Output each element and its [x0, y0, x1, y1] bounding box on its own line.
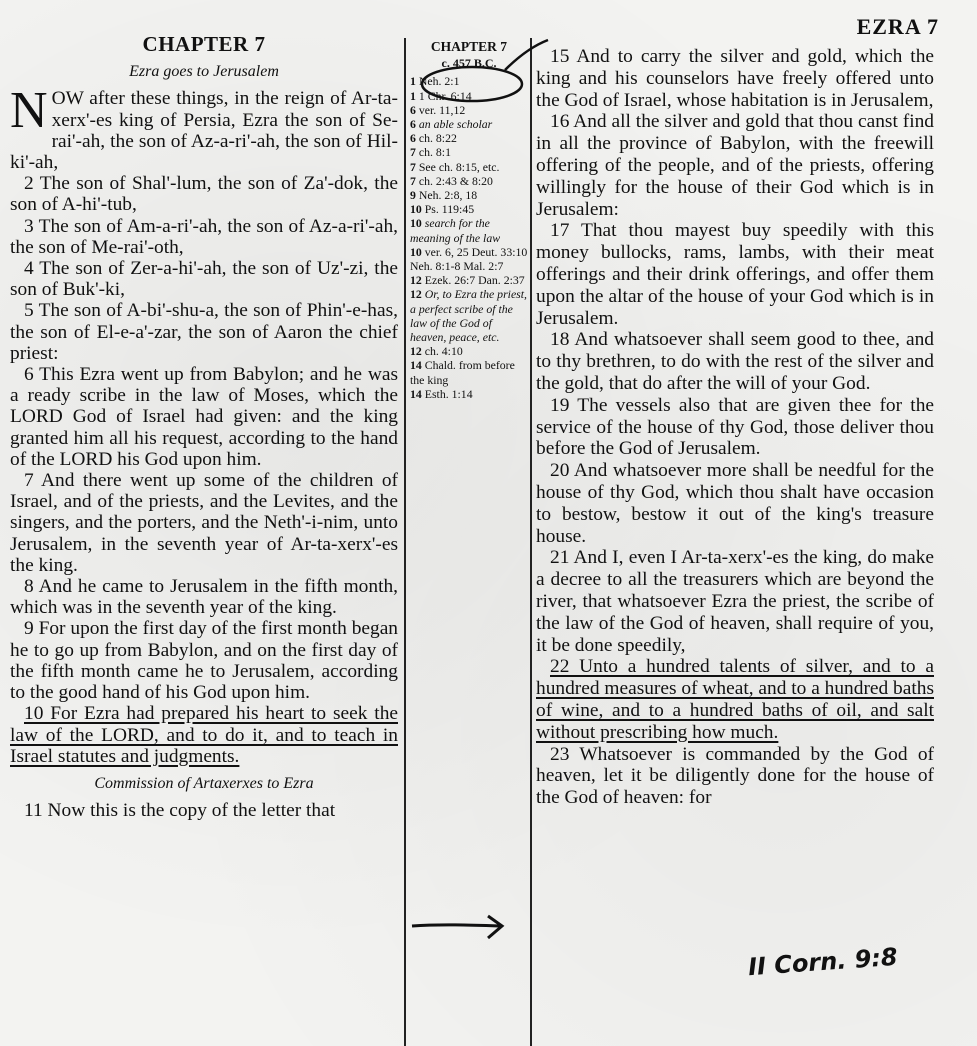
reference-text: an able scholar	[418, 117, 493, 132]
reference-text: ch. 8:22	[418, 131, 457, 146]
reference-entry	[410, 174, 528, 188]
verse-4: 4 The son of Zer-a-hi'-ah, the son of Uz'-zi, the son of Buk'-ki,	[10, 258, 398, 301]
reference-text: 1 Chr. 6:14	[418, 88, 472, 103]
verse-7: 7 And there went up some of the children of Israel, and of the priests, and the Levites, and the singers, and the porters, and the Neth'-i-nim, unto Jerusalem, in the seventh year of Ar-ta-xerx'-es the king.	[10, 470, 398, 576]
running-head: EZRA 7	[856, 14, 939, 39]
reference-text: ch. 8:1	[418, 145, 451, 160]
reference-entry	[410, 216, 528, 244]
reference-verse-number: 10	[410, 216, 425, 231]
reference-entry	[410, 287, 528, 344]
reference-text: search for the meaning of the law	[410, 216, 501, 245]
reference-text: Neh. 2:8, 18	[418, 188, 478, 203]
reference-entry	[410, 160, 528, 174]
verse-5: 5 The son of A-bi'-shu-a, the son of Phin'-e-has, the son of El-e-a'-zar, the son of Aaron the chief priest:	[10, 300, 398, 364]
reference-entry	[410, 387, 528, 401]
drop-cap: N	[10, 82, 48, 140]
section-heading-ezra-goes: Ezra goes to Jerusalem	[129, 63, 279, 81]
reference-verse-number: 12	[410, 273, 425, 288]
reference-entry	[410, 89, 528, 103]
reference-verse-number: 12	[410, 287, 425, 302]
reference-entry	[410, 74, 528, 88]
reference-text: Chald. from before the king	[410, 358, 515, 387]
reference-verse-number: 10	[410, 202, 425, 217]
reference-entry	[410, 188, 528, 202]
reference-verse-number: 1	[410, 74, 419, 89]
reference-date: c. 457 B.C.	[441, 56, 497, 71]
left-column	[10, 34, 398, 821]
verse-20: 20 And whatsoever more shall be needful for the house of thy God, which thou shalt have occasion to bestow, bestow it out of the king's treasure house.	[536, 460, 934, 547]
reference-verse-number: 7	[410, 173, 419, 188]
reference-entry	[410, 145, 528, 159]
reference-entry	[410, 358, 528, 386]
verse-9: 9 For upon the first day of the first month began he to go up from Babylon, and on the first day of the fifth month came he to Jerusalem, according to the good hand of his God upon him.	[10, 618, 398, 704]
verse-21: 21 And I, even I Ar-ta-xerx'-es the king, do make a decree to all the treasurers which are beyond the river, that whatsoever Ezra the priest, the scribe of the law of the God of heaven, shall require of you, it be done speedily,	[536, 547, 934, 656]
verse-11: 11 Now this is the copy of the letter that	[24, 800, 336, 822]
reference-text: Ps. 119:45	[424, 202, 475, 217]
reference-text: See ch. 8:15, etc.	[418, 159, 500, 174]
reference-verse-number: 9	[410, 188, 419, 203]
reference-text: Ezek. 26:7 Dan. 2:37	[424, 273, 525, 288]
reference-entry	[410, 344, 528, 358]
reference-chapter-label: CHAPTER 7	[430, 39, 508, 54]
verse-3: 3 The son of Am-a-ri'-ah, the son of Az-a-ri'-ah, the son of Me-rai'-oth,	[10, 215, 398, 258]
reference-entry	[410, 202, 528, 216]
column-rule-left	[404, 38, 406, 1046]
right-column	[536, 46, 934, 809]
arrow-head-mark	[488, 916, 502, 938]
verse-1-text: OW after these things, in the reign of Ar-ta-xerx'-es king of Persia, Ezra the son of Se-rai'-ah, the son of Az-a-ri'-ah, the son of Hil-ki'-ah,	[10, 88, 398, 174]
reference-text: ch. 4:10	[424, 344, 463, 359]
reference-entry	[410, 103, 528, 117]
reference-verse-number: 7	[410, 159, 419, 174]
verse-10-underlined: 10 For Ezra had prepared his heart to seek the law of the LORD, and to do it, and to teach in Israel statutes and judgments.	[10, 703, 398, 767]
reference-list	[410, 74, 528, 401]
cross-reference-column	[410, 40, 528, 401]
verse-22-underlined: 22 Unto a hundred talents of silver, and to a hundred measures of wheat, and to a hundred baths of wine, and to a hundred baths of oil, and salt without prescribing how much.	[536, 656, 934, 743]
section-heading-commission: Commission of Artaxerxes to Ezra	[94, 774, 314, 792]
verse-23: 23 Whatsoever is commanded by the God of heaven, let it be diligently done for the house of the God of heaven: for	[536, 743, 934, 809]
reference-verse-number: 10	[410, 244, 425, 259]
reference-entry	[410, 131, 528, 145]
verse-8: 8 And he came to Jerusalem in the fifth month, which was in the seventh year of the king.	[10, 576, 398, 619]
reference-verse-number: 6	[410, 102, 419, 117]
reference-entry	[410, 245, 528, 273]
reference-verse-number: 1	[410, 88, 419, 103]
chapter-heading: CHAPTER 7	[142, 32, 266, 56]
reference-text: ver. 11,12	[418, 102, 466, 117]
verse-15: 15 And to carry the silver and gold, which the king and his counselors have freely offered unto the God of Israel, whose habitation is in Jerusalem,	[536, 46, 934, 111]
arrow-mark	[412, 925, 500, 926]
reference-verse-number: 12	[410, 344, 425, 359]
reference-verse-number: 6	[410, 131, 419, 146]
handwritten-note: II Corn. 9:8	[747, 942, 899, 982]
verse-6: 6 This Ezra went up from Babylon; and he was a ready scribe in the law of Moses, which the LORD God of Israel had given: and the king granted him all his request, according to the hand of the LORD his God upon him.	[10, 364, 398, 470]
verse-17: 17 That thou mayest buy speedily with this money bullocks, rams, lambs, with their meat offerings and their drink offerings, and offer them upon the altar of the house of your God which is in Jerusalem.	[536, 220, 934, 329]
reference-verse-number: 14	[410, 358, 425, 373]
reference-entry	[410, 273, 528, 287]
reference-verse-number: 14	[410, 386, 425, 401]
reference-text: Esth. 1:14	[424, 386, 473, 401]
verse-19: 19 The vessels also that are given thee for the service of the house of thy God, those deliver thou before the God of Jerusalem.	[536, 394, 934, 460]
reference-text: ver. 6, 25 Deut. 33:10 Neh. 8:1-8 Mal. 2:7	[410, 244, 528, 274]
reference-text: Neh. 2:1	[418, 74, 460, 89]
verse-18: 18 And whatsoever shall seem good to thee, and to thy brethren, to do with the rest of the silver and the gold, that do after the will of your God.	[536, 329, 934, 394]
reference-text: ch. 2:43 & 8:20	[418, 173, 493, 188]
reference-entry	[410, 117, 528, 131]
verse-2: 2 The son of Shal'-lum, the son of Za'-dok, the son of A-hi'-tub,	[10, 173, 398, 216]
reference-text: Or, to Ezra the priest, a perfect scribe of the law of the God of heaven, peace, etc.	[410, 287, 527, 345]
verse-1	[10, 82, 398, 174]
reference-verse-number: 6	[410, 117, 419, 132]
verse-16: 16 And all the silver and gold that thou canst find in all the province of Babylon, with the freewill offering of the people, and of the priests, offering willingly for the house of their God which is in Jerusalem:	[536, 111, 934, 220]
reference-verse-number: 7	[410, 145, 419, 160]
column-rule-right	[530, 38, 532, 1046]
